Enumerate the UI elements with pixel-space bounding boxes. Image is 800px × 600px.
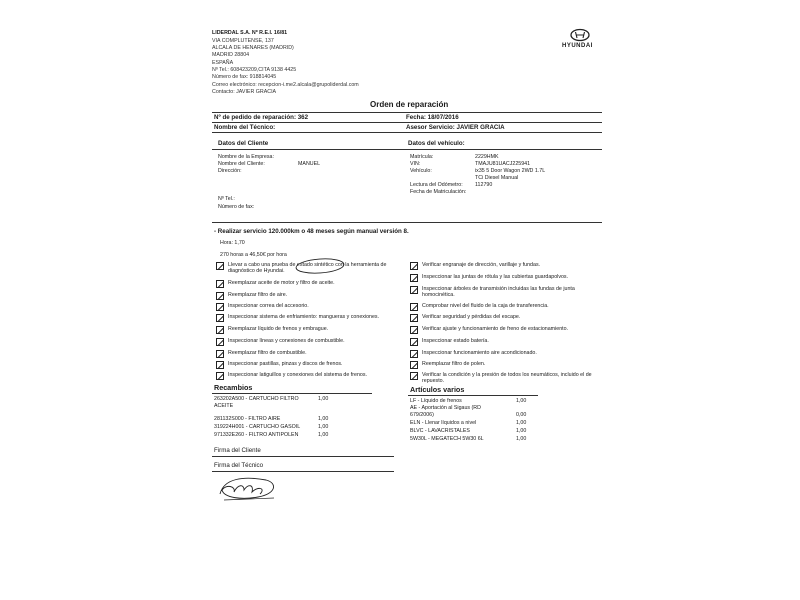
part-quantity: 1,00 bbox=[318, 396, 329, 402]
checkbox[interactable] bbox=[410, 350, 418, 358]
checklist-item-text: Comprobar nivel del fluido de la caja de transferencia. bbox=[422, 303, 549, 309]
checklist-item-text: Llevar a cabo una prueba de estado sintético con la herramienta de diagnóstico de Hyundai. bbox=[228, 262, 387, 275]
checkbox[interactable] bbox=[216, 361, 224, 369]
checkbox[interactable] bbox=[410, 274, 418, 282]
checkbox[interactable] bbox=[216, 326, 224, 334]
document-page bbox=[188, 10, 614, 592]
part-description: 281132S000 - FILTRO AIRE bbox=[214, 416, 281, 422]
company-country: ESPAÑA bbox=[212, 60, 234, 66]
checklist-item-text: Inspeccionar sistema de enfriamiento: mangueras y conexiones. bbox=[228, 314, 380, 320]
registration-date-label: Fecha de Matriculación: bbox=[410, 189, 467, 195]
check-mark-icon bbox=[410, 338, 418, 346]
title-rule bbox=[212, 112, 602, 113]
hyundai-brand-text: HYUNDAI bbox=[562, 43, 593, 49]
checkbox[interactable] bbox=[216, 350, 224, 358]
misc-description: LF - Líquido de frenos bbox=[410, 398, 462, 404]
misc-quantity: 0,00 bbox=[516, 412, 527, 418]
document-title: Orden de reparación bbox=[370, 100, 449, 109]
company-province: MADRID 28804 bbox=[212, 52, 250, 58]
checkbox[interactable] bbox=[216, 280, 224, 288]
vehicle-vin-value: TMAJU81UACJ225941 bbox=[475, 161, 531, 167]
pen-circle-mark bbox=[294, 256, 346, 276]
header-rule-1 bbox=[212, 122, 602, 123]
vehicle-model-value: ix35 5 Door Wagon 2WD 1.7L bbox=[475, 168, 546, 174]
technician-label: Nombre del Técnico: bbox=[214, 124, 276, 131]
part-quantity: 1,00 bbox=[318, 416, 329, 422]
check-mark-icon bbox=[410, 361, 418, 369]
misc-description: ELN - Llenar líquidos a nivel bbox=[410, 420, 477, 426]
client-fax-label: Número de fax: bbox=[218, 204, 255, 210]
service-hours: Hora: 1,70 bbox=[220, 240, 245, 246]
misc-rule bbox=[408, 395, 538, 396]
part-quantity: 1,00 bbox=[318, 432, 329, 438]
client-signature-line bbox=[212, 456, 394, 457]
checkbox[interactable] bbox=[410, 286, 418, 294]
checkbox[interactable] bbox=[410, 361, 418, 369]
vehicle-model-value-2: TCi Diesel Manual bbox=[475, 175, 519, 181]
part-quantity: 1,00 bbox=[318, 424, 329, 430]
checkbox[interactable] bbox=[410, 262, 418, 270]
check-mark-icon bbox=[216, 303, 224, 311]
checklist-item-text: Inspeccionar correa del accesorio. bbox=[228, 303, 309, 309]
order-date: Fecha: 18/07/2016 bbox=[406, 114, 459, 121]
check-mark-icon bbox=[216, 361, 224, 369]
checklist-item-text: Reemplazar filtro de combustible. bbox=[228, 350, 307, 356]
check-mark-icon bbox=[410, 274, 418, 282]
misc-description: AE - Aportación al Sigaus (RD bbox=[410, 405, 481, 411]
checklist-item-text: Inspeccionar árboles de transmisión incluidas las fundas de junta homocinética. bbox=[422, 286, 575, 299]
checklist-item-text: Reemplazar aceite de motor y filtro de aceite. bbox=[228, 280, 335, 286]
check-mark-icon bbox=[410, 286, 418, 294]
client-address-label: Dirección: bbox=[218, 168, 242, 174]
signature-scribble-icon bbox=[214, 470, 284, 504]
checklist-item-text: Reemplazar filtro de polen. bbox=[422, 361, 486, 367]
client-signature-label: Firma del Cliente bbox=[214, 447, 261, 454]
client-phone-label: Nº Tel.: bbox=[218, 196, 235, 202]
misc-quantity: 1,00 bbox=[516, 436, 527, 442]
checklist-item-text: Inspeccionar latiguillos y conexiones del sistema de frenos. bbox=[228, 372, 367, 378]
part-description: 971332E260 - FILTRO ANTIPOLEN bbox=[214, 432, 299, 438]
odometer-value: 112790 bbox=[475, 182, 493, 188]
service-title: - Realizar servicio 120.000km o 48 meses según manual versión 8. bbox=[214, 228, 409, 235]
misc-heading: Artículos varios bbox=[410, 385, 465, 394]
checklist-item-text: Verificar engranaje de dirección, varillaje y fundas. bbox=[422, 262, 541, 268]
check-mark-icon bbox=[410, 303, 418, 311]
vehicle-model-label: Vehículo: bbox=[410, 168, 432, 174]
vehicle-vin-label: VIN: bbox=[410, 161, 421, 167]
client-company-label: Nombre de la Empresa: bbox=[218, 154, 274, 160]
check-mark-icon bbox=[410, 326, 418, 334]
checkbox[interactable] bbox=[410, 314, 418, 322]
vehicle-plate-label: Matrícula: bbox=[410, 154, 434, 160]
misc-description: 5W30L - MEGATECH 5W30 6L bbox=[410, 436, 484, 442]
vehicle-heading: Datos del vehículo: bbox=[408, 140, 465, 147]
misc-quantity: 1,00 bbox=[516, 398, 527, 404]
checklist-item-text: Reemplazar filtro de aire. bbox=[228, 292, 288, 298]
checklist-item-text: Inspeccionar pastillas, pinzas y discos de frenos. bbox=[228, 361, 343, 367]
company-phone: Nº Tel.: 608423209,CITA 9138 4425 bbox=[212, 67, 297, 73]
checklist-item-text: Inspeccionar líneas y conexiones de combustible. bbox=[228, 338, 345, 344]
service-parallel: 270 horas a 46,50€ por hora bbox=[220, 252, 287, 258]
header-rule-2 bbox=[212, 132, 602, 133]
part-description: 319224H001 - CARTUCHO GASOIL bbox=[214, 424, 301, 430]
checkbox[interactable] bbox=[216, 338, 224, 346]
vehicle-plate-value: 2229HMK bbox=[475, 154, 499, 160]
check-mark-icon bbox=[410, 262, 418, 270]
odometer-label: Lectura del Odómetro: bbox=[410, 182, 463, 188]
checkbox[interactable] bbox=[216, 372, 224, 380]
check-mark-icon bbox=[216, 326, 224, 334]
company-city: ALCALA DE HENARES (MADRID) bbox=[212, 45, 294, 51]
misc-quantity: 1,00 bbox=[516, 428, 527, 434]
parts-rule bbox=[212, 393, 372, 394]
client-name-value: MANUEL bbox=[298, 161, 321, 167]
check-mark-icon bbox=[216, 280, 224, 288]
order-number: Nº de pedido de reparación: 362 bbox=[214, 114, 309, 121]
checkbox[interactable] bbox=[410, 372, 418, 380]
checklist-item-text: Reemplazar líquido de frenos y embrague. bbox=[228, 326, 329, 332]
client-heading: Datos del Cliente bbox=[218, 140, 269, 147]
check-mark-icon bbox=[216, 314, 224, 322]
company-contact: Contacto: JAVIER GRACIA bbox=[212, 89, 277, 95]
client-name-label: Nombre del Cliente: bbox=[218, 161, 265, 167]
checkbox[interactable] bbox=[216, 303, 224, 311]
check-mark-icon bbox=[216, 350, 224, 358]
misc-description: BLVC - LAVACRISTALES bbox=[410, 428, 470, 434]
parts-heading: Recambios bbox=[214, 383, 253, 392]
check-mark-icon bbox=[216, 372, 224, 380]
checklist-item-text: Verificar seguridad y pérdidas del escape. bbox=[422, 314, 521, 320]
check-mark-icon bbox=[216, 292, 224, 300]
checkbox[interactable] bbox=[216, 292, 224, 300]
check-mark-icon bbox=[216, 262, 224, 270]
company-address: VIA COMPLUTENSE, 137 bbox=[212, 38, 274, 44]
checkbox[interactable] bbox=[216, 262, 224, 270]
check-mark-icon bbox=[410, 314, 418, 322]
checklist-item-text: Inspeccionar funcionamiento aire acondicionado. bbox=[422, 350, 537, 356]
misc-description-continued: 679/2006) bbox=[410, 412, 434, 418]
part-description-continued: ACEITE bbox=[214, 403, 234, 409]
technician-signature-label: Firma del Técnico bbox=[214, 462, 264, 469]
checklist-item-text: Verificar la condición y la presión de todos los neumáticos, incluido el de repuesto. bbox=[422, 372, 592, 385]
company-name: LIDERDAL S.A. Nº R.E.I. 16/81 bbox=[212, 30, 288, 36]
checklist-item-text: Inspeccionar estado batería. bbox=[422, 338, 489, 344]
checklist-item-text: Inspeccionar las juntas de rótula y las cubiertas guardapolvos. bbox=[422, 274, 569, 280]
check-mark-icon bbox=[410, 372, 418, 380]
checkbox[interactable] bbox=[410, 303, 418, 311]
check-mark-icon bbox=[216, 338, 224, 346]
company-email: Correo electrónico: recepcion-i.me2.alcala@grupoliderdal.com bbox=[212, 82, 359, 88]
section-rule-2 bbox=[212, 222, 602, 223]
check-mark-icon bbox=[410, 350, 418, 358]
checkbox[interactable] bbox=[410, 338, 418, 346]
part-description: 263202A500 - CARTUCHO FILTRO bbox=[214, 396, 299, 402]
misc-quantity: 1,00 bbox=[516, 420, 527, 426]
section-rule-1 bbox=[212, 149, 602, 150]
checkbox[interactable] bbox=[216, 314, 224, 322]
checklist-item-text: Verificar ajuste y funcionamiento de freno de estacionamiento. bbox=[422, 326, 569, 332]
company-fax: Número de fax: 918814045 bbox=[212, 74, 277, 80]
checkbox[interactable] bbox=[410, 326, 418, 334]
service-advisor: Asesor Servicio: JAVIER GRACIA bbox=[406, 124, 505, 131]
